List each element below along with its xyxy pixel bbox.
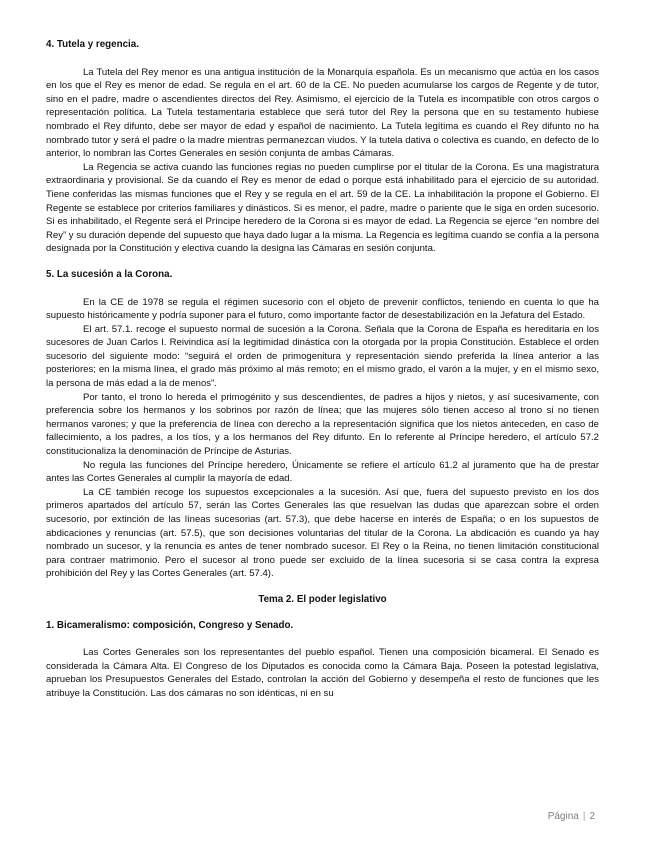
- paragraph: No regula las funciones del Príncipe heredero, Únicamente se refiere el artículo 61.2 al juramento que ha de prestar antes las Cortes Generales al cumplir la mayoría de edad.: [46, 459, 599, 485]
- page-number: 2: [589, 811, 595, 822]
- section-heading-bicameralismo: 1. Bicameralismo: composición, Congreso y Senado.: [46, 619, 294, 631]
- paragraph: La CE también recoge los supuestos excepcionales a la sucesión. Así que, fuera del supuesto previsto en los dos primeros apartados del artículo 57, serán las Cortes Generales las que resuelvan las dudas que aparezcan sobre el orden sucesorio, por extinción de las líneas sucesorias (art. 57.3), que debe hacerse en interés de España; o en los supuestos de abdicaciones y renuncias (art. 57.5), que son decisiones voluntarias del titular de la Corona. La abdicación es cuando ya hay nombrado un sucesor, y la renuncia es antes de tener nombrado sucesor. El Rey o la Reina, no tienen limitación constitucional para contraer matrimonio. Pero el sucesor al trono puede ser excluido de la línea sucesoria si se casa contra la expresa prohibición del Rey y las Cortes Generales (art. 57.4).: [46, 486, 599, 580]
- section-heading-tutela: 4. Tutela y regencia.: [46, 39, 139, 50]
- paragraph: En la CE de 1978 se regula el régimen sucesorio con el objeto de prevenir conflictos, teniendo en cuenta lo que ha supuesto históricamente y podría suponer para el futuro, como importante factor de desestabilización en la Jefatura del Estado.: [46, 296, 599, 322]
- paragraph: Las Cortes Generales son los representantes del pueblo español. Tienen una composición bicameral. El Senado es considerada la Cámara Alta. El Congreso de los Diputados es conocida como la Cámara Baja. Poseen la potestad legislativa, aprueban los Presupuestos Generales del Estado, controlan la acción del Gobierno y desempeña el resto de funciones que les atribuye la Constitución. Las dos cámaras no son idénticas, ni en su: [46, 647, 599, 699]
- chapter-title: Tema 2. El poder legislativo: [258, 593, 387, 605]
- paragraph: La Regencia se activa cuando las funciones regias no pueden cumplirse por el titular de la Corona. Es una magistratura extraordinaria y provisional. Se da cuando el Rey es menor de edad o porque está inhabilitado para el ejercicio de su autoridad. Tiene conferidas las mismas funciones que el Rey y se regula en el art. 59 de la CE. La inhabilitación la propone el Gobierno. El Regente se establece por criterios familiares y dinásticos. Si es menor, el padre, madre o pariente que le siga en orden sucesorio. Si es inhabilitado, el Regente será el Príncipe heredero de la Corona si es mayor de edad. La Regencia se ejerce “en nombre del Rey” y su duración depende del supuesto que haya dado lugar a la misma. La Regencia es legítima cuando se confía a la persona designada por la Constitución y electiva cuando la designa las Cámaras en sesión conjunta.: [46, 161, 600, 255]
- paragraph: El art. 57.1. recoge el supuesto normal de sucesión a la Corona. Señala que la Corona de España es hereditaria en los sucesores de Juan Carlos I. Reivindica así la legitimidad dinástica con la otorgada por la propia Constitución. Establece el orden sucesorio del siguiente modo: “seguirá el orden de primogenitura y representación siendo preferida la línea anterior a las posteriores; en la misma línea, el grado más próximo al más remoto; en el mismo grado, el varón a la mujer, y en el mismo sexo, la persona de más edad a la de menos”.: [46, 323, 599, 390]
- page-label: Página: [547, 811, 579, 822]
- paragraph: Por tanto, el trono lo hereda el primogénito y sus descendientes, de padres a hijos y nietos, y así sucesivamente, con preferencia sobre los hermanos y los sobrinos por razón de línea; que las mujeres sólo tienen acceso al trono si no tienen hermanos varones; y que la preferencia de línea con derecho a la representación significa que los nietos anteceden, en caso de fallecimiento, a los padres, a los tíos, y a los hermanos del Rey difunto. En lo referente al Príncipe heredero, el artículo 57.2 constitucionaliza la denominación de Príncipe de Asturias.: [46, 391, 599, 458]
- page-footer: [548, 810, 595, 824]
- page-separator: |: [582, 811, 586, 822]
- paragraph: La Tutela del Rey menor es una antigua institución de la Monarquía española. Es un mecanismo que actúa en los casos en los que el Rey es menor de edad. Se regula en el art. 60 de la CE. No pueden acumularse los cargos de Regente y de tutor, sino en el padre, madre o ascendientes directos del Rey. Asimismo, el ejercicio de la Tutela es incompatible con otros cargos o representación política. La Tutela testamentaria establece que será tutor del Rey la persona que en su testamento hubiese nombrado el Rey difunto, debe ser mayor de edad y español de nacimiento. La Tutela legítima es cuando el Rey difunto no ha nombrado tutor y será el padre o la madre mientras permanezcan viudos. Y la tutela dativa o colectiva es cuando, en defecto de lo anterior, lo nombran las Cortes Generales en sesión conjunta de ambas Cámaras.: [46, 66, 599, 160]
- section-heading-sucesion: 5. La sucesión a la Corona.: [46, 268, 173, 280]
